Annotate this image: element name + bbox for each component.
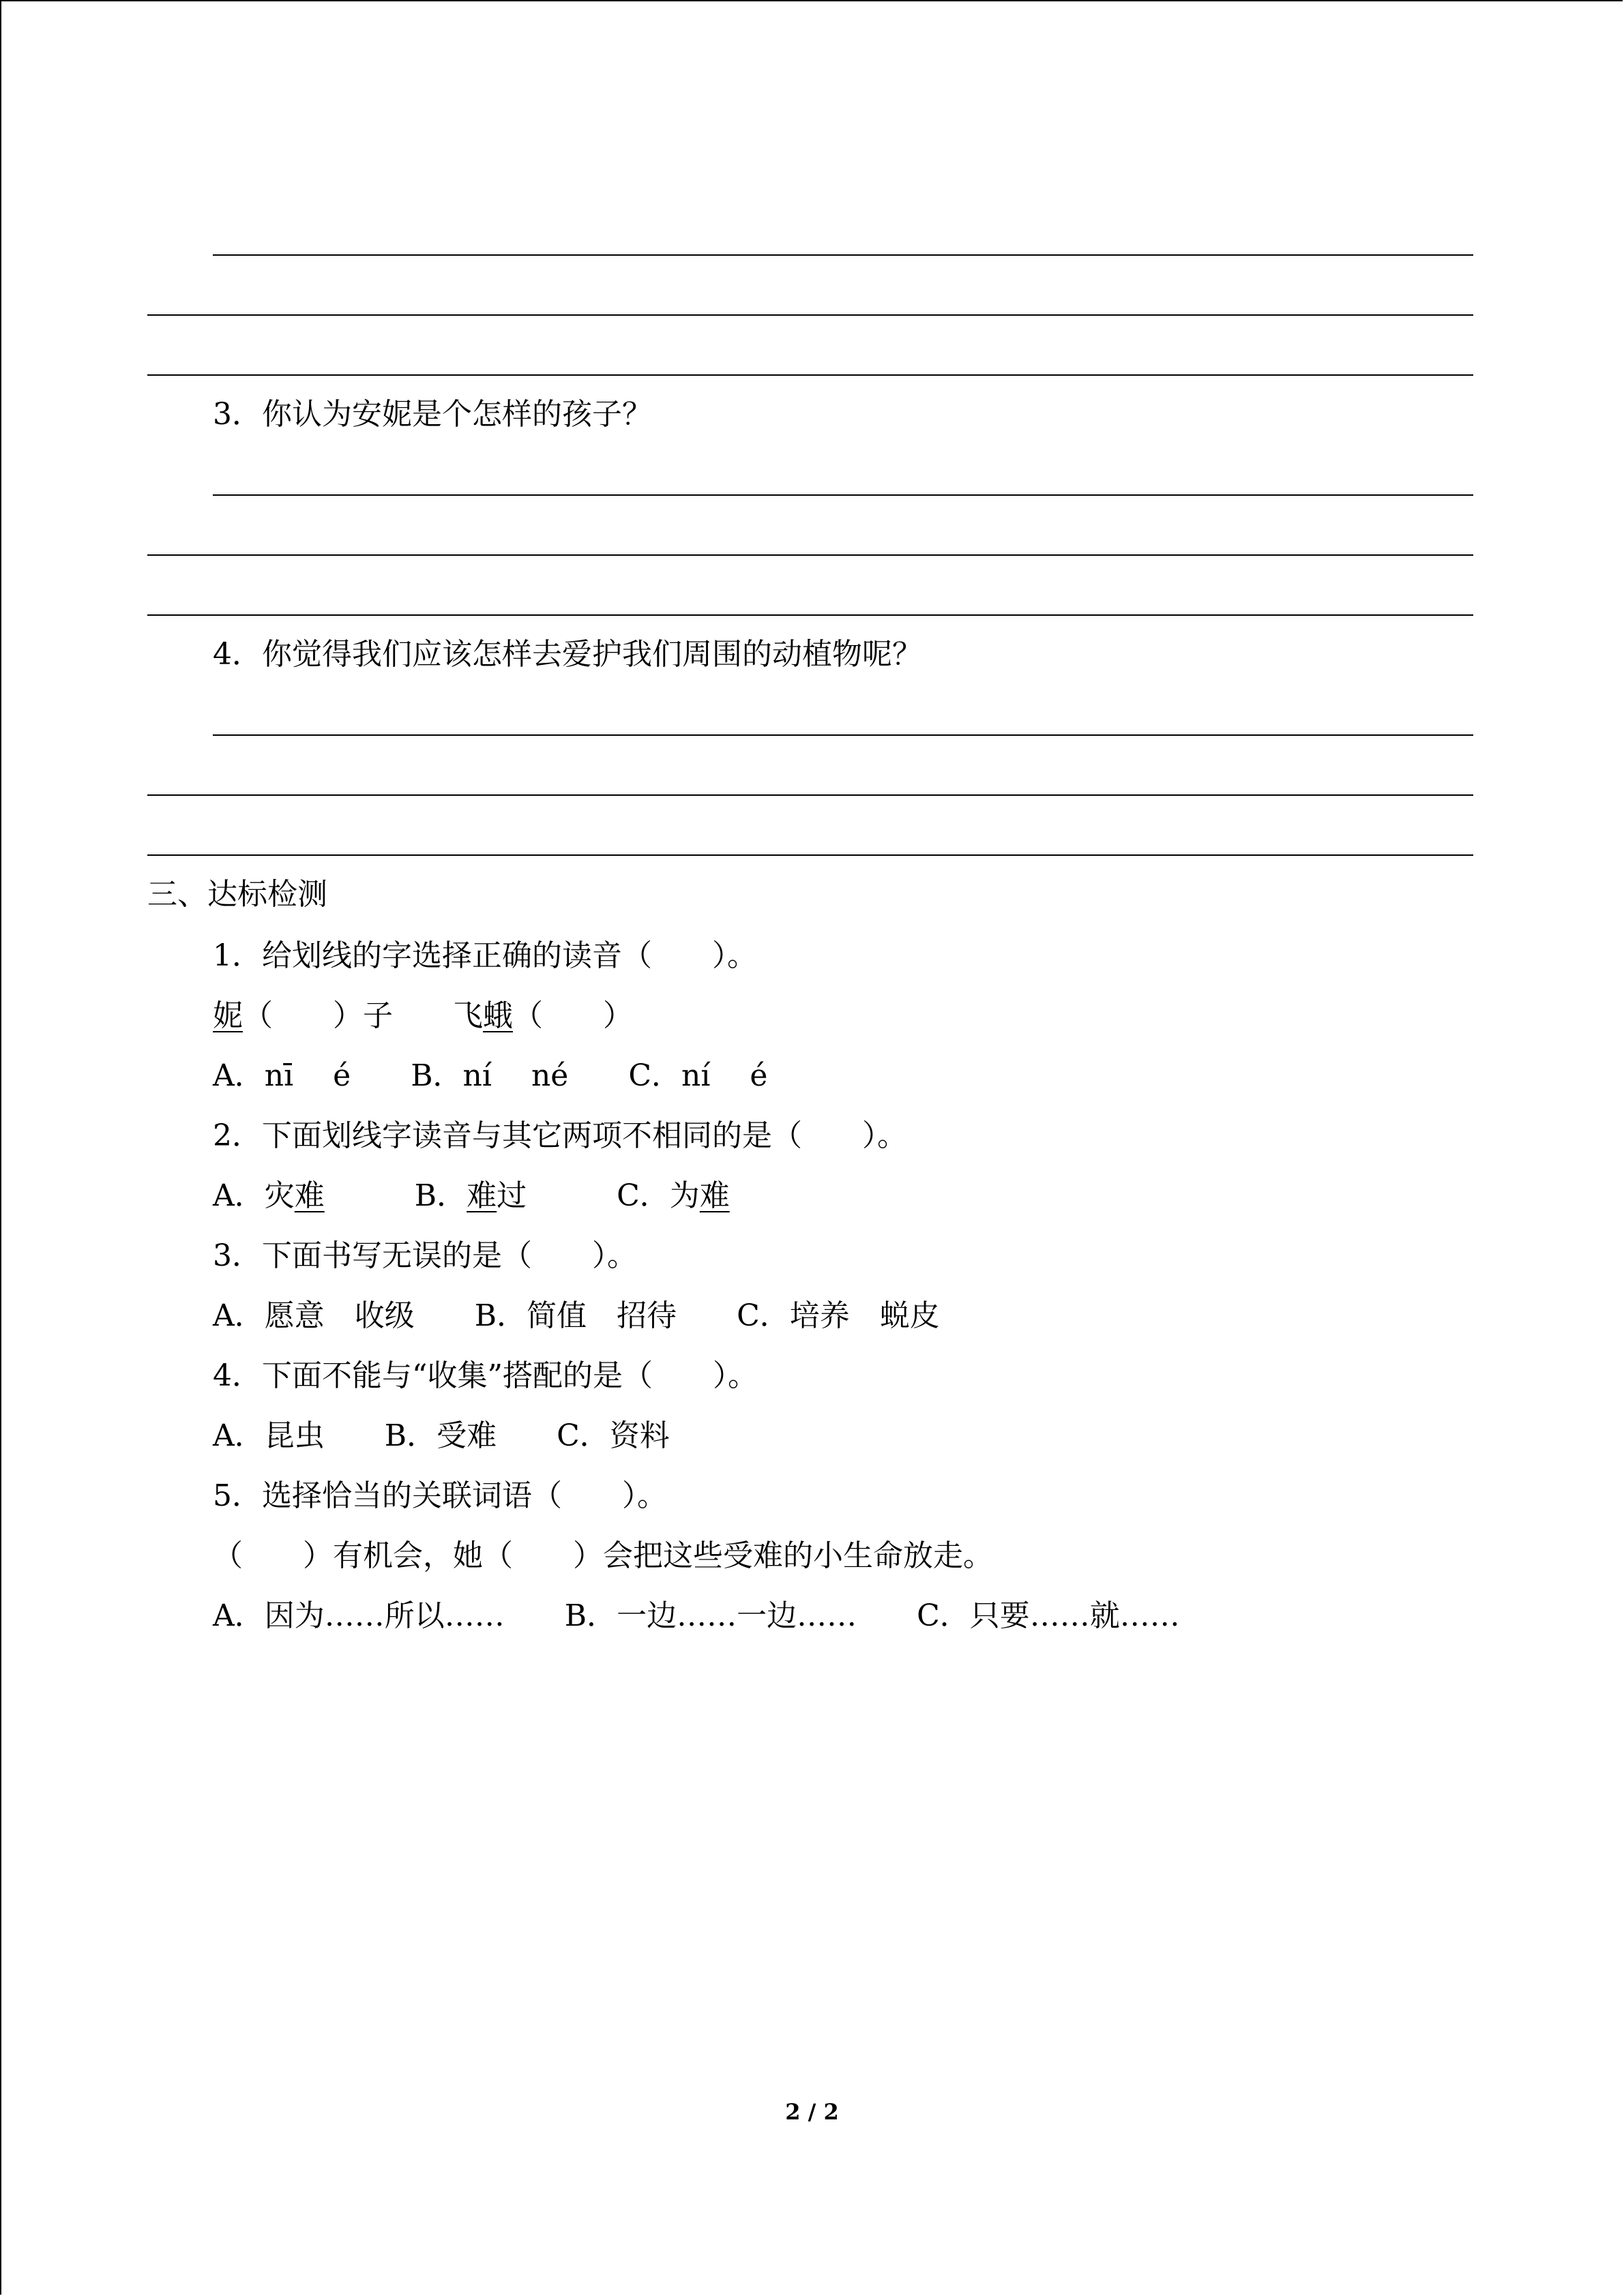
item-3-options: A．愿意 收级 B．简值 招待 C．培养 蜕皮 <box>213 1298 940 1333</box>
question-4: 4．你觉得我们应该怎样去爱护我们周围的动植物呢？ <box>213 637 922 672</box>
item-2-options: A．灾难 B．难过 C．为难 <box>213 1178 730 1213</box>
item-1-options: A．nī é B．ní né C．ní é <box>213 1058 768 1093</box>
underlined-char: 蛾 <box>483 998 513 1033</box>
answer-line[interactable] <box>213 494 1473 496</box>
answer-line[interactable] <box>147 794 1473 796</box>
item-3-question: 3．下面书写无误的是（ ）。 <box>213 1238 637 1273</box>
answer-line[interactable] <box>147 554 1473 556</box>
item-5-options: A．因为……所以…… B．一边……一边…… C．只要……就…… <box>213 1598 1180 1633</box>
item-5-question: 5．选择恰当的关联词语（ ）。 <box>213 1478 667 1513</box>
answer-line[interactable] <box>147 314 1473 316</box>
item-4-options: A．昆虫 B．受难 C．资料 <box>213 1418 670 1453</box>
item-4-question: 4．下面不能与“收集”搭配的是（ ）。 <box>213 1358 758 1393</box>
answer-line[interactable] <box>147 614 1473 616</box>
item-1-line: 妮（ ）子 飞蛾（ ） <box>213 998 633 1033</box>
page-number: 2 / 2 <box>785 2099 839 2125</box>
question-3: 3．你认为安妮是个怎样的孩子？ <box>213 397 652 432</box>
answer-line[interactable] <box>213 254 1473 256</box>
item-1-question: 1．给划线的字选择正确的读音（ ）。 <box>213 938 757 973</box>
answer-line[interactable] <box>147 374 1473 376</box>
item-5-sentence: （ ）有机会，她（ ）会把这些受难的小生命放走。 <box>213 1538 993 1573</box>
answer-line[interactable] <box>147 854 1473 856</box>
underlined-char: 难 <box>294 1178 325 1213</box>
answer-line[interactable] <box>213 734 1473 736</box>
underlined-char: 难 <box>699 1178 730 1213</box>
underlined-char: 难 <box>467 1178 497 1213</box>
item-2-question: 2．下面划线字读音与其它两项不相同的是（ ）。 <box>213 1118 907 1153</box>
section-heading: 三、达标检测 <box>147 877 327 912</box>
underlined-char: 妮 <box>213 998 243 1033</box>
